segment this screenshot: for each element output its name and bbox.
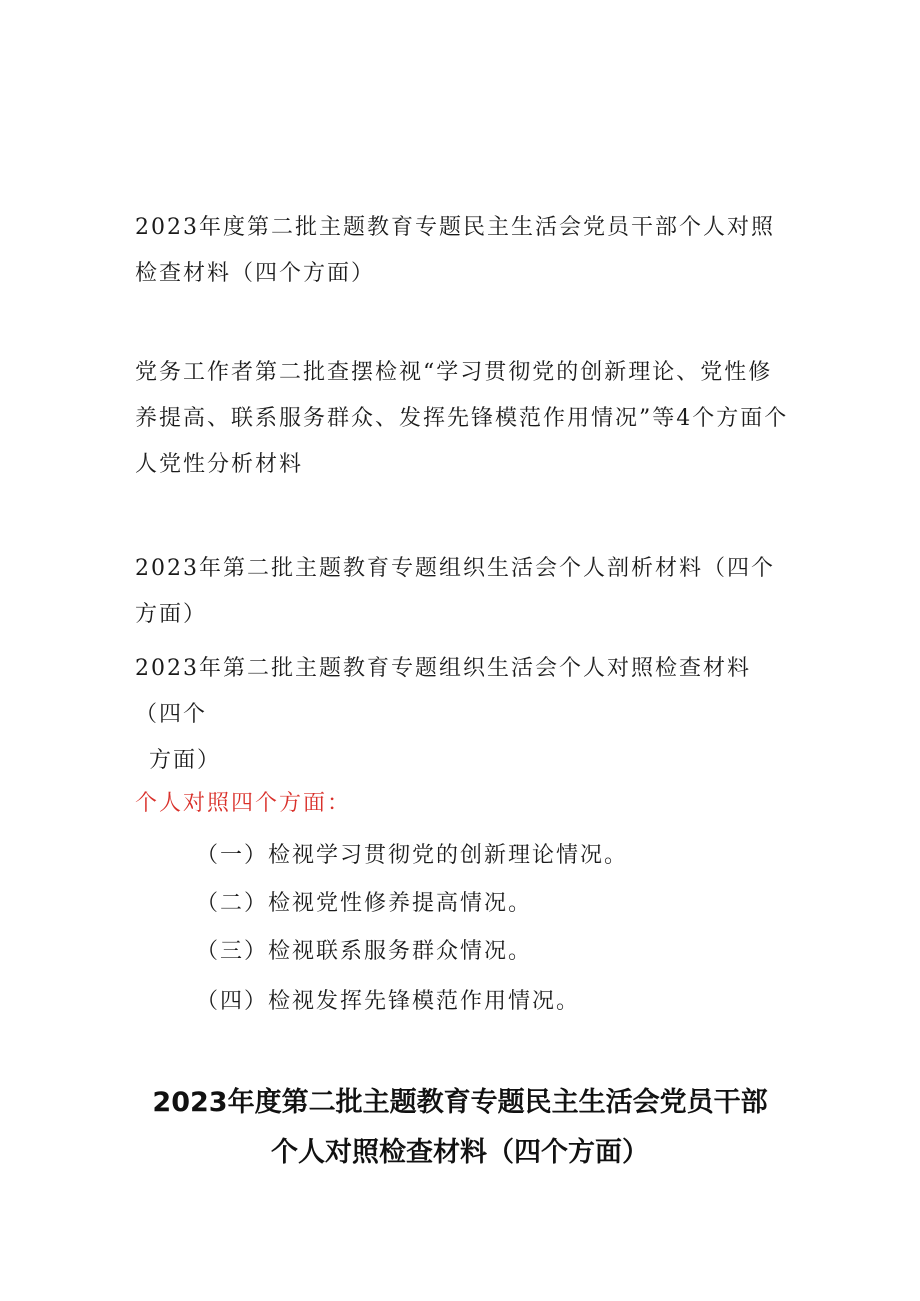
material-title-2: 党务工作者第二批查摆检视“学习贯彻党的创新理论、党性修养提高、联系服务群众、发挥先锋模范作用情况”等4个方面个人党性分析材料 bbox=[135, 360, 789, 477]
aspect-item-4: （四）检视发挥先锋模范作用情况。 bbox=[196, 989, 581, 1014]
material-title-4-line2: 方面） bbox=[149, 748, 222, 773]
aspect-item-3: （三）检视联系服务群众情况。 bbox=[196, 939, 533, 964]
aspect-item-1: （一）检视学习贯彻党的创新理论情况。 bbox=[196, 843, 629, 868]
aspect-item-2: （二）检视党性修养提高情况。 bbox=[196, 891, 533, 916]
material-title-3: 2023年第二批主题教育专题组织生活会个人剖析材料（四个方面） bbox=[135, 556, 775, 627]
material-title-4-line1: 2023年第二批主题教育专题组织生活会个人对照检查材料（四个 bbox=[135, 656, 751, 727]
document-heading-line2: 个人对照检查材料（四个方面） bbox=[271, 1137, 649, 1168]
document-heading-line1: 2023年度第二批主题教育专题民主生活会党员干部 bbox=[152, 1087, 768, 1118]
material-title-1: 2023年度第二批主题教育专题民主生活会党员干部个人对照检查材料（四个方面） bbox=[135, 215, 775, 286]
aspects-title: 个人对照四个方面： bbox=[135, 791, 352, 816]
material-title-4 bbox=[135, 646, 790, 784]
document-heading bbox=[100, 1078, 820, 1178]
